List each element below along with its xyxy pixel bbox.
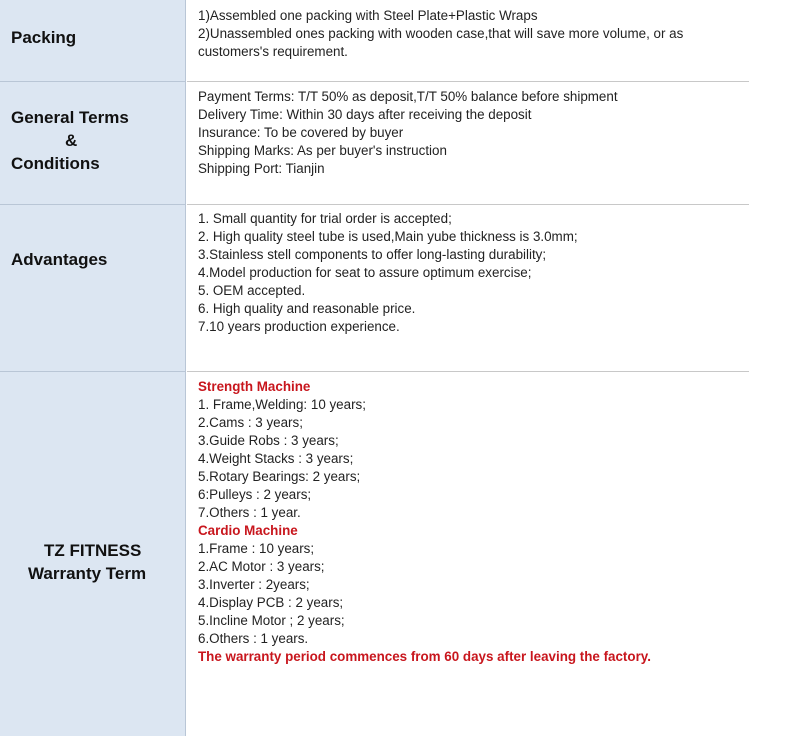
terms-line: Delivery Time: Within 30 days after receiving the deposit [198,107,532,122]
cardio-item: 1.Frame : 10 years; [198,541,315,556]
strength-machine-heading: Strength Machine [198,379,311,394]
advantage-item: 2. High quality steel tube is used,Main yube thickness is 3.0mm; [198,229,578,244]
packing-label: Packing [11,28,77,47]
strength-item: 1. Frame,Welding: 10 years; [198,397,366,412]
advantage-item: 7.10 years production experience. [198,319,400,334]
strength-item: 2.Cams : 3 years; [198,415,303,430]
warranty-content-cell [187,372,749,736]
strength-item: 7.Others : 1 year. [198,505,301,520]
advantages-label: Advantages [11,250,108,269]
advantages-content [198,210,578,336]
cardio-item: 3.Inverter : 2years; [198,577,310,592]
terms-line: Payment Terms: T/T 50% as deposit,T/T 50% balance before shipment [198,89,618,104]
general-terms-content-cell [187,82,749,205]
warranty-row [0,372,749,736]
advantage-item: 3.Stainless stell components to offer long-lasting durability; [198,247,547,262]
warranty-label-cell [0,372,186,736]
cardio-item: 5.Incline Motor ; 2 years; [198,613,345,628]
packing-content [198,7,683,61]
strength-item: 5.Rotary Bearings: 2 years; [198,469,361,484]
general-terms-ampersand: & [65,131,78,150]
terms-line: Insurance: To be covered by buyer [198,125,404,140]
advantage-item: 6. High quality and reasonable price. [198,301,416,316]
cardio-item: 4.Display PCB : 2 years; [198,595,344,610]
packing-line: 1)Assembled one packing with Steel Plate+Plastic Wraps [198,8,538,23]
advantage-item: 1. Small quantity for trial order is accepted; [198,211,452,226]
terms-line: Shipping Marks: As per buyer's instruction [198,143,447,158]
packing-content-cell [187,0,749,82]
advantage-item: 5. OEM accepted. [198,283,306,298]
advantages-label-cell [0,205,186,372]
general-terms-content [198,88,618,178]
warranty-content [198,378,651,666]
strength-item: 6:Pulleys : 2 years; [198,487,312,502]
terms-line: Shipping Port: Tianjin [198,161,325,176]
warranty-label-brand: TZ FITNESS [44,541,142,560]
packing-line: 2)Unassembled ones packing with wooden case,that will save more volume, or as [198,26,684,41]
packing-row [0,0,749,82]
advantages-row [0,205,749,372]
warranty-note: The warranty period commences from 60 days after leaving the factory. [198,649,651,664]
general-terms-label: General Terms [11,108,129,127]
general-terms-label-cell [0,82,186,205]
advantages-content-cell [187,205,749,372]
cardio-item: 2.AC Motor : 3 years; [198,559,325,574]
advantage-item: 4.Model production for seat to assure optimum exercise; [198,265,532,280]
cardio-machine-heading: Cardio Machine [198,523,298,538]
packing-label-cell [0,0,186,82]
strength-item: 4.Weight Stacks : 3 years; [198,451,354,466]
general-terms-row [0,82,749,205]
warranty-label-term: Warranty Term [28,564,147,583]
cardio-item: 6.Others : 1 years. [198,631,309,646]
packing-line: customers's requirement. [198,44,348,59]
strength-item: 3.Guide Robs : 3 years; [198,433,339,448]
general-terms-label-conditions: Conditions [11,154,100,173]
